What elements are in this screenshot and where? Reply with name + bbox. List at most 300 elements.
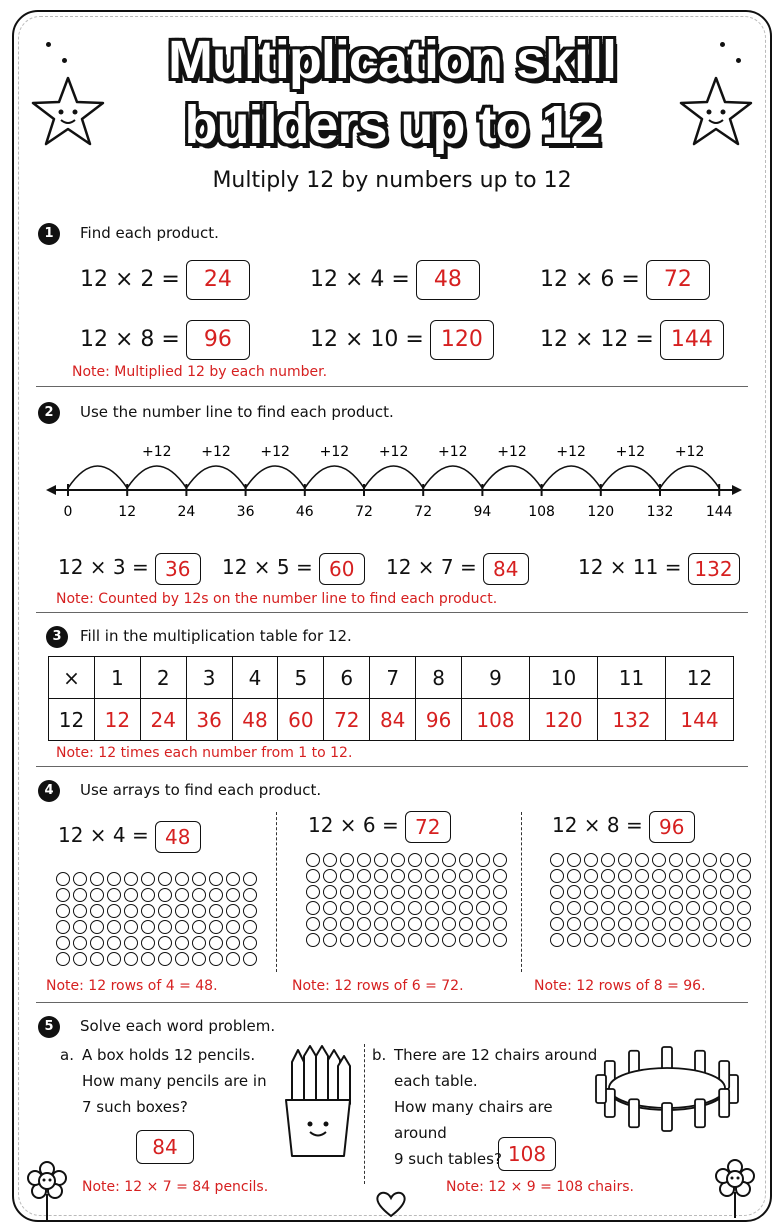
array-circle <box>141 872 155 886</box>
array-circle <box>686 917 700 931</box>
array-circle <box>192 952 206 966</box>
array-circle <box>175 904 189 918</box>
array-circle <box>73 920 87 934</box>
array-circle <box>703 885 717 899</box>
table-header-cell: 4 <box>232 657 278 699</box>
answer-box[interactable]: 60 <box>319 553 365 585</box>
jump-arc <box>186 466 245 488</box>
array-circle <box>124 936 138 950</box>
array-circle <box>357 933 371 947</box>
table-answer-cell[interactable]: 48 <box>232 699 278 741</box>
array-circle <box>73 904 87 918</box>
number-line <box>46 436 746 526</box>
array-circle <box>124 888 138 902</box>
table-answer-cell[interactable]: 72 <box>324 699 370 741</box>
answer-box[interactable]: 96 <box>649 811 695 843</box>
problem-1-4: 12 × 8 = 96 <box>80 319 250 361</box>
array-circle <box>652 933 666 947</box>
array-circle <box>493 853 507 867</box>
array-circle <box>340 869 354 883</box>
jump-label: +12 <box>142 444 172 460</box>
dashed-divider <box>521 812 522 972</box>
table-chairs-icon <box>592 1044 742 1144</box>
array-circle <box>550 869 564 883</box>
table-answer-cell[interactable]: 36 <box>186 699 232 741</box>
array-circle <box>442 933 456 947</box>
array-circle <box>243 936 257 950</box>
array-circle <box>442 853 456 867</box>
array-circle <box>669 869 683 883</box>
section-3-number: 3 <box>46 626 68 648</box>
table-header-cell: 12 <box>665 657 733 699</box>
array-circle <box>391 901 405 915</box>
array-circle <box>493 901 507 915</box>
number-line-tick-label: 108 <box>528 504 555 520</box>
array-circle <box>306 901 320 915</box>
jump-arc <box>660 466 719 488</box>
number-line-tick-label: 144 <box>705 504 733 520</box>
array-circle <box>459 853 473 867</box>
array-circle <box>323 885 337 899</box>
jump-label: +12 <box>260 444 290 460</box>
table-header-cell: 6 <box>324 657 370 699</box>
array-circle <box>635 885 649 899</box>
array-circle <box>107 920 121 934</box>
array-circle <box>737 933 751 947</box>
array-circle <box>90 936 104 950</box>
title-line-2: builders up to 12 <box>184 95 600 155</box>
divider <box>36 1002 748 1003</box>
array-circle <box>340 901 354 915</box>
problem-2-2: 12 × 5 = 60 <box>222 550 365 584</box>
jump-label: +12 <box>378 444 409 460</box>
table-answer-cell[interactable]: 108 <box>462 699 530 741</box>
array-circle <box>652 885 666 899</box>
array-circle <box>107 952 121 966</box>
jump-arc <box>542 466 601 488</box>
array-circle <box>141 936 155 950</box>
jump-label: +12 <box>674 444 705 460</box>
array-circle <box>476 933 490 947</box>
array-circle <box>374 933 388 947</box>
array-circle <box>720 885 734 899</box>
array-circle <box>618 853 632 867</box>
array-circle <box>550 917 564 931</box>
jump-label: +12 <box>556 444 586 460</box>
array-circle <box>90 888 104 902</box>
answer-box[interactable]: 72 <box>405 811 451 843</box>
array-circle <box>226 888 240 902</box>
jump-arc <box>601 466 660 488</box>
array-circle <box>107 872 121 886</box>
number-line-tick-label: 0 <box>63 504 73 520</box>
array-circle <box>141 952 155 966</box>
array-circle <box>56 888 70 902</box>
table-header-cell: 9 <box>462 657 530 699</box>
array-circle <box>635 901 649 915</box>
array-circle <box>737 853 751 867</box>
number-line-tick-label: 94 <box>473 504 492 520</box>
array-circle <box>192 888 206 902</box>
array-circle <box>158 872 172 886</box>
answer-box[interactable]: 84 <box>483 553 529 585</box>
array-circle <box>720 853 734 867</box>
array-circle <box>601 869 615 883</box>
array-circle <box>442 917 456 931</box>
array-circle <box>476 901 490 915</box>
table-answer-row <box>49 699 734 741</box>
array-circle <box>584 933 598 947</box>
array-circle <box>459 901 473 915</box>
array-circle <box>635 917 649 931</box>
array-circle <box>391 869 405 883</box>
number-line-tick-label: 46 <box>295 504 314 520</box>
array-circle <box>459 885 473 899</box>
array-circle <box>391 917 405 931</box>
array-circle <box>243 888 257 902</box>
array-circle <box>408 917 422 931</box>
array-circle <box>652 853 666 867</box>
array-circle <box>408 853 422 867</box>
array-circle <box>618 885 632 899</box>
table-answer-cell[interactable]: 84 <box>370 699 416 741</box>
array-circle <box>601 853 615 867</box>
array-circle <box>425 869 439 883</box>
heart-icon <box>374 1190 408 1218</box>
array-circle <box>56 952 70 966</box>
section-1-instruction: Find each product. <box>80 224 219 242</box>
jump-arc <box>68 466 127 488</box>
array-circle <box>737 901 751 915</box>
array-circle <box>374 917 388 931</box>
array-circle <box>442 901 456 915</box>
circle-array-2 <box>306 853 507 947</box>
divider <box>36 766 748 767</box>
array-circle <box>340 917 354 931</box>
chair <box>662 1103 672 1131</box>
table-header-cell: × <box>49 657 95 699</box>
array-circle <box>737 885 751 899</box>
jump-label: +12 <box>497 444 527 460</box>
section-1-note: Note: Multiplied 12 by each number. <box>72 364 328 380</box>
array-circle <box>720 933 734 947</box>
flower-icon <box>712 1158 758 1220</box>
array-circle <box>669 885 683 899</box>
word-problem-a-label: a. <box>60 1046 74 1064</box>
array-circle <box>425 933 439 947</box>
array-circle <box>323 917 337 931</box>
section-2-instruction: Use the number line to find each product. <box>80 403 394 421</box>
answer-box[interactable]: 72 <box>646 260 710 300</box>
array-circle <box>584 853 598 867</box>
array-circle <box>158 904 172 918</box>
array-circle <box>56 936 70 950</box>
table-header-cell: 1 <box>94 657 140 699</box>
array-circle <box>243 952 257 966</box>
array-circle <box>425 885 439 899</box>
array-circle <box>209 920 223 934</box>
array-circle <box>209 936 223 950</box>
array-circle <box>124 872 138 886</box>
number-line-tick-label: 36 <box>236 504 255 520</box>
table-header-cell: 2 <box>140 657 186 699</box>
array-circle <box>425 917 439 931</box>
array-circle <box>124 952 138 966</box>
table-header-cell: 3 <box>186 657 232 699</box>
problem-2-1: 12 × 3 = 36 <box>58 550 201 584</box>
array-circle <box>686 853 700 867</box>
array-circle <box>635 933 649 947</box>
array-circle <box>703 869 717 883</box>
answer-box[interactable]: 96 <box>186 320 250 360</box>
array-circle <box>686 933 700 947</box>
jump-arc <box>364 466 423 488</box>
array-circle <box>601 917 615 931</box>
answer-box[interactable]: 108 <box>498 1137 556 1171</box>
answer-box[interactable]: 132 <box>688 553 740 585</box>
array-circle <box>391 853 405 867</box>
array-circle <box>357 869 371 883</box>
array-circle <box>584 917 598 931</box>
array-circle <box>567 885 581 899</box>
array-circle <box>243 904 257 918</box>
array-circle <box>669 901 683 915</box>
array-circle <box>567 853 581 867</box>
array-circle <box>90 872 104 886</box>
section-3-note: Note: 12 times each number from 1 to 12. <box>56 745 353 761</box>
table-answer-cell[interactable]: 60 <box>278 699 324 741</box>
array-circle <box>618 869 632 883</box>
table-row-label: 12 <box>49 699 95 741</box>
array-circle <box>493 885 507 899</box>
subtitle: Multiply 12 by numbers up to 12 <box>212 168 572 193</box>
jump-arc <box>305 466 364 488</box>
array-circle <box>323 853 337 867</box>
array-circle <box>601 901 615 915</box>
divider <box>36 386 748 387</box>
array-circle <box>669 853 683 867</box>
array-circle <box>107 904 121 918</box>
array-circle <box>391 885 405 899</box>
array-problem-1: 12 × 4 = 48 <box>58 818 201 852</box>
table-header-cell: 8 <box>416 657 462 699</box>
answer-box[interactable]: 36 <box>155 553 201 585</box>
array-circle <box>703 901 717 915</box>
array-circle <box>73 888 87 902</box>
table-answer-cell[interactable]: 132 <box>597 699 665 741</box>
word-problem-b-note: Note: 12 × 9 = 108 chairs. <box>446 1179 635 1195</box>
table-header-cell: 11 <box>597 657 665 699</box>
table-answer-cell[interactable]: 144 <box>665 699 733 741</box>
array-circle <box>459 917 473 931</box>
array-circle <box>141 888 155 902</box>
array-circle <box>567 933 581 947</box>
array-circle <box>584 901 598 915</box>
array-circle <box>635 869 649 883</box>
array-circle <box>141 920 155 934</box>
answer-box[interactable]: 24 <box>186 260 250 300</box>
array-circle <box>175 952 189 966</box>
table-header-row <box>49 657 734 699</box>
array-circle <box>374 885 388 899</box>
chair <box>596 1075 606 1103</box>
array-circle <box>584 885 598 899</box>
chair <box>719 1089 729 1117</box>
array-circle <box>209 904 223 918</box>
array-circle <box>550 933 564 947</box>
jump-arc <box>482 466 541 488</box>
array-circle <box>90 952 104 966</box>
array-circle <box>408 885 422 899</box>
table-header-cell: 7 <box>370 657 416 699</box>
array-circle <box>158 952 172 966</box>
array-circle <box>226 872 240 886</box>
circle-array-1 <box>56 872 257 966</box>
section-5-number: 5 <box>38 1016 60 1038</box>
array-circle <box>601 885 615 899</box>
problem-2-3: 12 × 7 = 84 <box>386 550 529 584</box>
array-circle <box>374 901 388 915</box>
array-circle <box>669 917 683 931</box>
answer-box[interactable]: 48 <box>416 260 480 300</box>
section-4-instruction: Use arrays to find each product. <box>80 781 322 799</box>
array-problem-2: 12 × 6 = 72 <box>308 808 451 842</box>
array-circle <box>209 888 223 902</box>
array-circle <box>493 917 507 931</box>
array-circle <box>669 933 683 947</box>
array-circle <box>652 917 666 931</box>
array-circle <box>408 869 422 883</box>
problem-1-2: 12 × 4 = 48 <box>310 259 480 301</box>
word-problem-b-label: b. <box>372 1046 387 1064</box>
array-circle <box>124 904 138 918</box>
array-circle <box>340 933 354 947</box>
array-circle <box>550 853 564 867</box>
array-circle <box>90 920 104 934</box>
array-circle <box>243 920 257 934</box>
array-circle <box>476 885 490 899</box>
array-circle <box>323 901 337 915</box>
array-problem-3: 12 × 8 = 96 <box>552 808 695 842</box>
answer-box[interactable]: 120 <box>430 320 494 360</box>
array-circle <box>737 869 751 883</box>
divider <box>36 612 748 613</box>
number-line-tick-label: 72 <box>355 504 373 520</box>
array-circle <box>567 917 581 931</box>
array-circle <box>476 917 490 931</box>
number-line-tick-label: 72 <box>414 504 433 520</box>
array-circle <box>158 936 172 950</box>
array-circle <box>618 917 632 931</box>
table-answer-cell[interactable]: 12 <box>94 699 140 741</box>
array-circle <box>618 933 632 947</box>
array-circle <box>175 888 189 902</box>
array-circle <box>686 869 700 883</box>
jump-label: +12 <box>615 444 646 460</box>
array-circle <box>567 869 581 883</box>
array-circle <box>107 888 121 902</box>
answer-box[interactable]: 48 <box>155 821 201 853</box>
array-note-3: Note: 12 rows of 8 = 96. <box>534 978 706 994</box>
array-circle <box>175 936 189 950</box>
chair <box>629 1099 639 1127</box>
array-circle <box>323 869 337 883</box>
array-circle <box>340 853 354 867</box>
number-line-tick-label: 120 <box>587 504 615 520</box>
array-circle <box>158 888 172 902</box>
table-answer-cell[interactable]: 24 <box>140 699 186 741</box>
array-circle <box>567 901 581 915</box>
chair <box>695 1099 705 1127</box>
array-circle <box>720 917 734 931</box>
array-circle <box>226 936 240 950</box>
table-answer-cell[interactable]: 120 <box>530 699 598 741</box>
jump-label: +12 <box>438 444 468 460</box>
array-circle <box>306 869 320 883</box>
circle-array-3 <box>550 853 751 947</box>
array-circle <box>56 904 70 918</box>
array-circle <box>686 901 700 915</box>
jump-arc <box>423 466 482 488</box>
array-circle <box>408 933 422 947</box>
array-circle <box>192 872 206 886</box>
problem-2-4: 12 × 11 = 132 <box>578 550 740 584</box>
array-circle <box>425 901 439 915</box>
array-circle <box>493 869 507 883</box>
array-circle <box>476 869 490 883</box>
number-line-tick-label: 24 <box>177 504 196 520</box>
section-5-instruction: Solve each word problem. <box>80 1017 276 1035</box>
array-circle <box>720 869 734 883</box>
array-circle <box>56 920 70 934</box>
multiplication-table <box>48 656 734 741</box>
table-header-cell: 10 <box>530 657 598 699</box>
number-line-tick-label: 12 <box>118 504 137 520</box>
number-line-tick-label: 132 <box>646 504 674 520</box>
array-circle <box>618 901 632 915</box>
problem-1-5: 12 × 10 = 120 <box>310 319 494 361</box>
answer-box[interactable]: 144 <box>660 320 724 360</box>
array-circle <box>73 872 87 886</box>
array-circle <box>584 869 598 883</box>
title-line-1: Multiplication skill <box>167 30 617 90</box>
array-circle <box>635 853 649 867</box>
array-circle <box>323 933 337 947</box>
array-circle <box>357 901 371 915</box>
array-circle <box>209 872 223 886</box>
jump-label: +12 <box>319 444 350 460</box>
array-circle <box>73 952 87 966</box>
dashed-divider <box>276 812 277 972</box>
array-circle <box>459 933 473 947</box>
problem-1-1: 12 × 2 = 24 <box>80 259 250 301</box>
array-circle <box>243 872 257 886</box>
array-circle <box>374 869 388 883</box>
array-circle <box>306 853 320 867</box>
array-circle <box>652 869 666 883</box>
pencil-cup-icon <box>282 1044 354 1160</box>
array-circle <box>306 933 320 947</box>
answer-box[interactable]: 84 <box>136 1130 194 1164</box>
array-circle <box>374 853 388 867</box>
table-answer-cell[interactable]: 96 <box>416 699 462 741</box>
flower-icon <box>24 1160 70 1222</box>
array-circle <box>175 872 189 886</box>
array-circle <box>391 933 405 947</box>
array-circle <box>175 920 189 934</box>
array-circle <box>357 885 371 899</box>
array-circle <box>476 853 490 867</box>
